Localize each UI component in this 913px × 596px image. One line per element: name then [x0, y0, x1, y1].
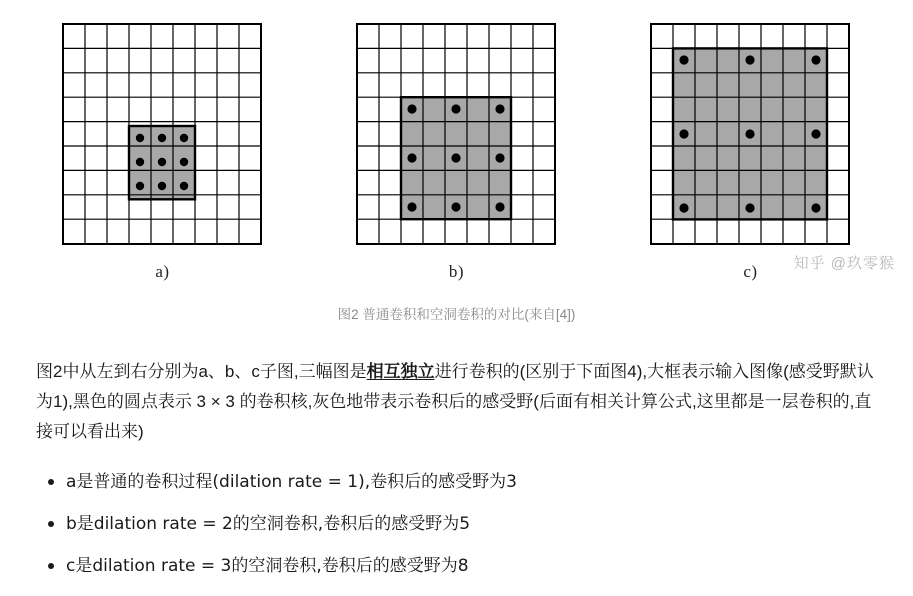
- bullet-text-a: a是普通的卷积过程(dilation rate = 1),卷积后的感受野为3: [66, 472, 517, 492]
- panel-c: [635, 10, 867, 282]
- grid-b-svg: [343, 10, 571, 257]
- list-item: [66, 470, 911, 494]
- figure-caption: 图2 普通卷积和空洞卷积的对比(来自[4]): [337, 307, 576, 322]
- bullet-text-b: b是dilation rate = 2的空洞卷积,卷积后的感受野为5: [66, 514, 471, 534]
- list-item: [66, 554, 911, 578]
- grid-c: [637, 10, 865, 257]
- watermark: 知乎 @玖零猴: [793, 255, 895, 272]
- grid-a: [49, 10, 277, 257]
- dilated-convolution-figure: [0, 10, 913, 295]
- grid-b: [343, 10, 571, 257]
- list-item: [66, 512, 911, 536]
- panel-b: [341, 10, 573, 282]
- panel-b-label: b): [448, 262, 465, 281]
- panel-a: [47, 10, 279, 282]
- paragraph-emphasis: 相互独立: [366, 362, 435, 381]
- paragraph-part-1: 图2中从左到右分别为a、b、c子图,三幅图是: [36, 362, 367, 381]
- panel-c-label: c): [743, 262, 758, 281]
- paragraph-part-2: 进行卷积的(区别于下面图4),大框表示输入图像(感受野默认为1),黑色的圆点表示 3 × 3 的卷积核,灰色地带表示卷积后的感受野(后面有相关计算公式,这里都是一层卷积的,直接可以看出来): [36, 362, 874, 441]
- grid-c-svg: [637, 10, 865, 257]
- panel-a-label: a): [155, 262, 170, 281]
- body-paragraph: [36, 357, 881, 447]
- grid-a-svg: [49, 10, 277, 257]
- bullet-list: [36, 470, 911, 596]
- bullet-text-c: c是dilation rate = 3的空洞卷积,卷积后的感受野为8: [66, 556, 469, 576]
